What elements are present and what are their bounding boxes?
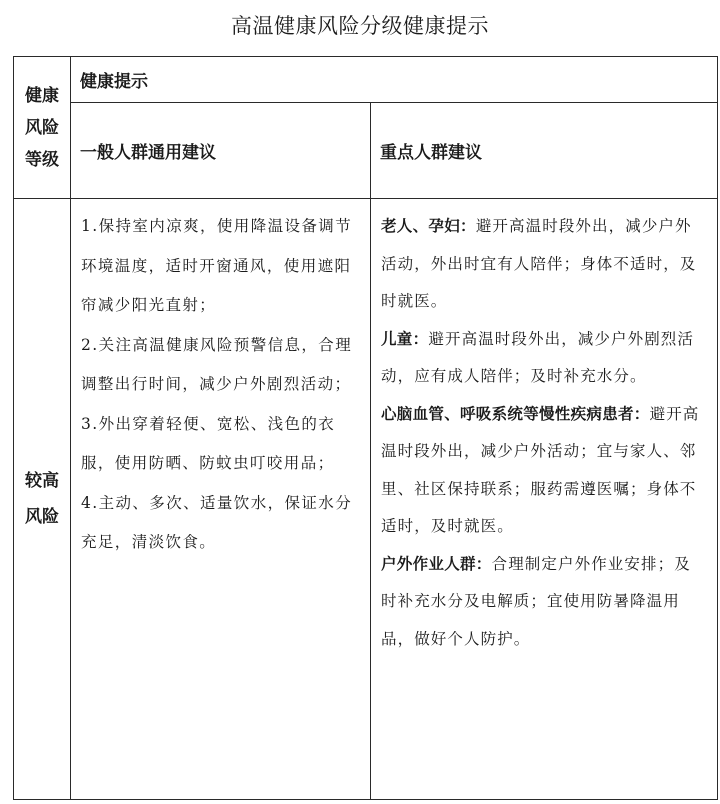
general-header-cell: 一般人群通用建议 — [71, 103, 371, 199]
special-header-cell: 重点人群建议 — [371, 103, 718, 199]
group-label: 老人、孕妇： — [381, 217, 476, 235]
general-advice-item: 4.主动、多次、适量饮水，保证水分充足，清淡饮食。 — [81, 493, 353, 551]
special-advice-cell — [371, 199, 718, 800]
special-advice-item — [381, 208, 707, 321]
level-value-line: 风险 — [25, 507, 59, 527]
document-title: 高温健康风险分级健康提示 — [231, 14, 489, 38]
level-header-line: 等级 — [25, 149, 59, 170]
special-advice-item — [381, 546, 707, 659]
group-advice: 避开高温时段外出，减少户外剧烈活动，应有成人陪伴；及时补充水分。 — [381, 329, 695, 385]
group-advice: 避开高温时段外出，减少户外活动，外出时宜有人陪伴；身体不适时，及时就医。 — [381, 217, 697, 310]
level-header-line: 风险 — [25, 117, 59, 138]
group-label: 户外作业人群： — [381, 554, 492, 573]
group-label: 儿童： — [381, 329, 429, 348]
general-advice-item: 2.关注高温健康风险预警信息，合理调整出行时间，减少户外剧烈活动； — [81, 335, 353, 393]
general-advice-cell — [71, 199, 371, 800]
group-advice: 避开高温时段外出，减少户外活动；宜与家人、邻里、社区保持联系；服药需遵医嘱；身体不适时，及时就医。 — [381, 404, 700, 535]
general-advice-item: 1.保持室内凉爽，使用降温设备调节环境温度，适时开窗通风，使用遮阳帘减少阳光直射； — [81, 217, 353, 314]
special-advice-item — [381, 396, 707, 546]
special-advice-item — [381, 321, 707, 396]
group-advice: 合理制定户外作业安排；及时补充水分及电解质；宜使用防暑降温用品，做好个人防护。 — [381, 554, 691, 648]
group-label: 心脑血管、呼吸系统等慢性疾病患者： — [381, 404, 650, 423]
level-header-cell — [14, 57, 71, 199]
general-advice-item: 3.外出穿着轻便、宽松、浅色的衣服，使用防晒、防蚊虫叮咬用品； — [81, 414, 336, 472]
risk-tips-table — [13, 56, 718, 800]
level-value-cell — [14, 199, 71, 800]
level-header-line: 健康 — [25, 85, 59, 106]
tips-header-cell: 健康提示 — [71, 57, 718, 103]
level-value-line: 较高 — [25, 471, 59, 491]
